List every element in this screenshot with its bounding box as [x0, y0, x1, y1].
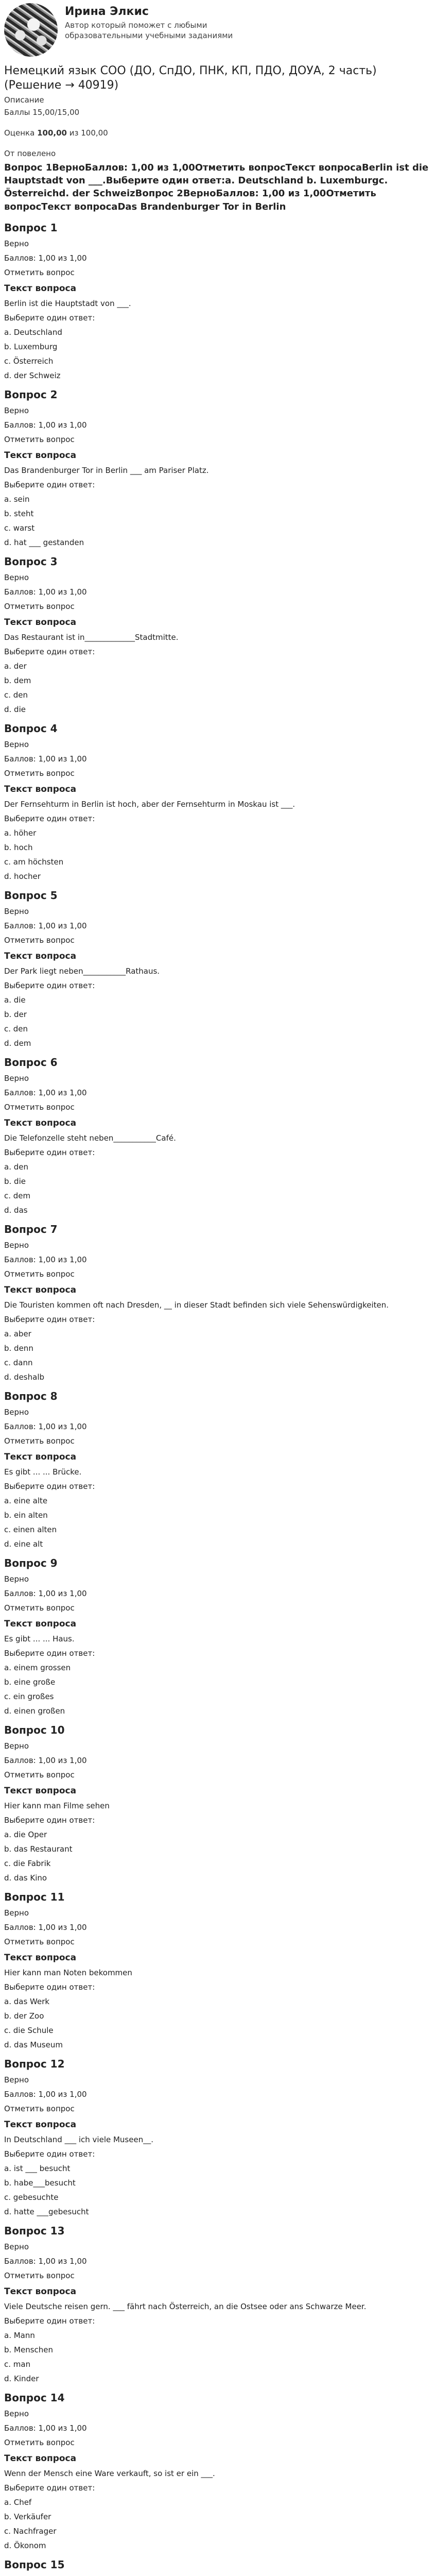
options-list — [4, 2331, 432, 2383]
flag-question-link[interactable]: Отметить вопрос — [4, 434, 75, 444]
question-text-label: Текст вопроса — [4, 1451, 77, 1462]
status-correct: Верно — [4, 739, 29, 749]
answer-option[interactable]: a. die — [4, 995, 26, 1005]
answer-option[interactable]: d. das Museum — [4, 2040, 63, 2049]
grade-line — [4, 128, 432, 138]
question-text: Es gibt ... ... Brücke. — [4, 1467, 82, 1477]
question-heading: Вопрос 8 — [4, 1389, 58, 1402]
points-line: Баллов: 1,00 из 1,00 — [4, 754, 87, 764]
points-line: Баллов: 1,00 из 1,00 — [4, 253, 87, 263]
choose-one-label: Выберите один ответ: — [4, 2483, 95, 2493]
answer-option[interactable]: c. einen alten — [4, 1524, 57, 1534]
flag-question-link[interactable]: Отметить вопрос — [4, 1603, 75, 1613]
answer-option[interactable]: b. die — [4, 1176, 26, 1186]
flag-question-link[interactable]: Отметить вопрос — [4, 1937, 75, 1946]
question-text: Hier kann man Noten bekommen — [4, 1968, 132, 1977]
answer-option[interactable]: d. eine alt — [4, 1539, 43, 1549]
answer-option[interactable]: d. das — [4, 1205, 28, 1215]
question-block — [4, 722, 432, 881]
question-text: Berlin ist die Hauptstadt von ___. — [4, 298, 131, 308]
options-list — [4, 2164, 432, 2216]
options-list — [4, 328, 432, 380]
author-block — [4, 3, 432, 57]
answer-option[interactable]: b. das Restaurant — [4, 1844, 73, 1854]
question-block — [4, 1223, 432, 1382]
choose-one-label: Выберите один ответ: — [4, 1481, 95, 1491]
flag-question-link[interactable]: Отметить вопрос — [4, 1102, 75, 1112]
question-block — [4, 2392, 432, 2550]
answer-option[interactable]: d. hocher — [4, 871, 41, 881]
answer-option[interactable]: d. deshalb — [4, 1372, 45, 1382]
questions-list — [4, 222, 432, 2576]
grade-suffix: из 100,00 — [66, 128, 108, 138]
answer-option[interactable]: c. ein großes — [4, 1691, 54, 1701]
answer-option[interactable]: b. Menschen — [4, 2345, 54, 2354]
status-correct: Верно — [4, 1240, 29, 1250]
answer-option[interactable]: c. den — [4, 1024, 28, 1033]
question-text: Hier kann man Filme sehen — [4, 1801, 110, 1810]
question-block — [4, 1390, 432, 1549]
flag-question-link[interactable]: Отметить вопрос — [4, 2270, 75, 2280]
question-heading: Вопрос 3 — [4, 555, 58, 568]
options-list — [4, 995, 432, 1048]
options-list — [4, 662, 432, 714]
question-block — [4, 222, 432, 380]
flag-question-link[interactable]: Отметить вопрос — [4, 601, 75, 611]
answer-option[interactable]: d. die — [4, 704, 26, 714]
question-text: Das Restaurant ist in_____________Stadtmitte. — [4, 632, 179, 642]
description-label: Описание — [4, 95, 44, 105]
author-name[interactable]: Ирина Элкис — [65, 5, 149, 18]
flag-question-link[interactable]: Отметить вопрос — [4, 1269, 75, 1279]
question-text-label: Текст вопроса — [4, 2453, 77, 2464]
answer-option[interactable]: c. Österreich — [4, 356, 54, 366]
options-list — [4, 1997, 432, 2049]
question-text-label: Текст вопроса — [4, 450, 77, 461]
question-block — [4, 2058, 432, 2216]
question-heading: Вопрос 6 — [4, 1056, 58, 1069]
answer-option[interactable]: c. die Schule — [4, 2025, 54, 2035]
answer-option[interactable]: d. Kinder — [4, 2374, 39, 2383]
score-line: Баллы 15,00/15,00 — [4, 108, 80, 117]
question-text-label: Текст вопроса — [4, 2286, 77, 2297]
flag-question-link[interactable]: Отметить вопрос — [4, 1436, 75, 1446]
flag-question-link[interactable]: Отметить вопрос — [4, 267, 75, 277]
points-line: Баллов: 1,00 из 1,00 — [4, 2423, 87, 2433]
question-text-label: Текст вопроса — [4, 784, 77, 794]
points-line: Баллов: 1,00 из 1,00 — [4, 1588, 87, 1598]
question-text-label: Текст вопроса — [4, 617, 77, 628]
question-heading: Вопрос 7 — [4, 1223, 58, 1235]
question-text: In Deutschland ___ ich viele Museen__. — [4, 2134, 153, 2144]
answer-option[interactable]: d. hatte ___gebesucht — [4, 2207, 89, 2216]
answer-option[interactable]: a. der — [4, 661, 27, 671]
flag-question-link[interactable]: Отметить вопрос — [4, 2104, 75, 2113]
answer-option[interactable]: c. den — [4, 690, 28, 700]
answer-option[interactable]: a. ist ___ besucht — [4, 2163, 71, 2173]
points-line: Баллов: 1,00 из 1,00 — [4, 1755, 87, 1765]
question-block — [4, 1724, 432, 1883]
question-text-label: Текст вопроса — [4, 283, 77, 294]
question-text: Der Fernsehturm in Berlin ist hoch, aber der Fernsehturm in Moskau ist ___. — [4, 799, 295, 809]
points-line: Баллов: 1,00 из 1,00 — [4, 2256, 87, 2266]
options-list — [4, 1663, 432, 1716]
question-text-label: Текст вопроса — [4, 1785, 77, 1796]
options-list — [4, 1496, 432, 1549]
status-correct: Верно — [4, 1407, 29, 1417]
status-correct: Верно — [4, 1908, 29, 1918]
question-text-label: Текст вопроса — [4, 2119, 77, 2130]
question-block — [4, 889, 432, 1048]
status-correct: Верно — [4, 2242, 29, 2251]
question-text-label: Текст вопроса — [4, 951, 77, 961]
question-heading: Вопрос 10 — [4, 1723, 65, 1736]
answer-option[interactable]: b. Verkäufer — [4, 2512, 51, 2521]
choose-one-label: Выберите один ответ: — [4, 1815, 95, 1825]
answer-option[interactable]: a. höher — [4, 828, 37, 838]
question-text: Wenn der Mensch eine Ware verkauft, so ist er ein ___. — [4, 2468, 215, 2478]
answer-option[interactable]: a. den — [4, 1162, 28, 1172]
author-description: Автор который поможет с любыми образовательными учебными заданиями — [65, 21, 233, 41]
question-heading: Вопрос 9 — [4, 1556, 58, 1569]
flag-question-link[interactable]: Отметить вопрос — [4, 935, 75, 945]
question-heading: Вопрос 12 — [4, 2057, 65, 2070]
choose-one-label: Выберите один ответ: — [4, 2316, 95, 2326]
points-line: Баллов: 1,00 из 1,00 — [4, 1088, 87, 1097]
choose-one-label: Выберите один ответ: — [4, 480, 95, 489]
status-correct: Верно — [4, 1073, 29, 1083]
answer-option[interactable]: c. die Fabrik — [4, 1858, 51, 1868]
answer-option[interactable]: c. Nachfrager — [4, 2526, 57, 2536]
answer-option[interactable]: d. der Schweiz — [4, 370, 61, 380]
answer-option[interactable]: d. dem — [4, 1038, 31, 1048]
status-correct: Верно — [4, 2409, 29, 2418]
answer-option[interactable]: a. Mann — [4, 2330, 35, 2340]
choose-one-label: Выберите один ответ: — [4, 313, 95, 323]
answer-option[interactable]: c. man — [4, 2359, 31, 2369]
question-heading: Вопрос 2 — [4, 388, 58, 401]
points-line: Баллов: 1,00 из 1,00 — [4, 587, 87, 597]
options-list — [4, 2498, 432, 2550]
grade-value: 100,00 — [37, 128, 67, 138]
status-correct: Верно — [4, 2075, 29, 2084]
points-line: Баллов: 1,00 из 1,00 — [4, 2089, 87, 2099]
question-text: Es gibt ... ... Haus. — [4, 1634, 75, 1643]
answer-option[interactable]: b. dem — [4, 675, 31, 685]
choose-one-label: Выберите один ответ: — [4, 1147, 95, 1157]
options-list — [4, 1830, 432, 1883]
answer-option[interactable]: a. Chef — [4, 2497, 32, 2507]
author-avatar[interactable] — [4, 3, 58, 57]
points-line: Баллов: 1,00 из 1,00 — [4, 1421, 87, 1431]
status-correct: Верно — [4, 239, 29, 248]
options-list — [4, 1329, 432, 1382]
status-correct: Верно — [4, 906, 29, 916]
flag-question-link[interactable]: Отметить вопрос — [4, 2437, 75, 2447]
answer-option[interactable]: c. am höchsten — [4, 857, 64, 867]
answer-option[interactable]: b. ein alten — [4, 1510, 48, 1520]
answer-option[interactable]: b. eine große — [4, 1677, 56, 1687]
answer-option[interactable]: b. hoch — [4, 842, 33, 852]
question-heading: Вопрос 5 — [4, 889, 58, 902]
question-block — [4, 555, 432, 714]
choose-one-label: Выберите один ответ: — [4, 647, 95, 656]
choose-one-label: Выберите один ответ: — [4, 1648, 95, 1658]
points-line: Баллов: 1,00 из 1,00 — [4, 921, 87, 930]
question-block — [4, 2558, 432, 2576]
answer-option[interactable]: d. einen großen — [4, 1706, 65, 1716]
answer-option[interactable]: b. denn — [4, 1343, 33, 1353]
intro-summary: Вопрос 1ВерноБаллов: 1,00 из 1,00Отметить вопросТекст вопросаBerlin ist die Hauptstadt von ___.Выберите один ответ:a. Deutschland b. Luxemburgc. Österreichd. der SchweizВопрос 2ВерноБаллов: 1,00 из 1,00Отметить вопросТекст вопросаDas Brandenburger Tor in Berlin — [4, 162, 429, 212]
question-heading: Вопрос 4 — [4, 722, 58, 735]
answer-option[interactable]: a. sein — [4, 494, 30, 504]
options-list — [4, 1162, 432, 1215]
answer-option[interactable]: d. hat ___ gestanden — [4, 537, 84, 547]
options-list — [4, 495, 432, 547]
question-text-label: Текст вопроса — [4, 1117, 77, 1128]
points-line: Баллов: 1,00 из 1,00 — [4, 1255, 87, 1264]
answer-option[interactable]: b. steht — [4, 509, 34, 518]
answer-option[interactable]: a. Deutschland — [4, 327, 62, 337]
answer-option[interactable]: a. die Oper — [4, 1829, 47, 1839]
question-block — [4, 1056, 432, 1215]
choose-one-label: Выберите один ответ: — [4, 2149, 95, 2159]
choose-one-label: Выберите один ответ: — [4, 980, 95, 990]
answer-option[interactable]: b. der Zoo — [4, 2011, 44, 2021]
answer-option[interactable]: c. gebesuchte — [4, 2192, 59, 2202]
options-list — [4, 828, 432, 881]
grade-prefix: Оценка — [4, 128, 38, 138]
question-heading: Вопрос 1 — [4, 221, 58, 234]
flag-question-link[interactable]: Отметить вопрос — [4, 768, 75, 778]
points-line: Баллов: 1,00 из 1,00 — [4, 420, 87, 430]
question-text: Die Touristen kommen oft nach Dresden, __ in dieser Stadt befinden sich viele Sehenswürdigkeiten. — [4, 1300, 389, 1310]
answer-option[interactable]: d. Ökonom — [4, 2540, 46, 2550]
answer-option[interactable]: c. dann — [4, 1358, 33, 1367]
answer-option[interactable]: a. aber — [4, 1329, 31, 1338]
status-correct: Верно — [4, 1741, 29, 1751]
answer-option[interactable]: a. das Werk — [4, 1996, 50, 2006]
answer-option[interactable]: b. der — [4, 1009, 27, 1019]
remarks: От повелено — [4, 149, 56, 158]
question-text: Das Brandenburger Tor in Berlin ___ am Pariser Platz. — [4, 465, 209, 475]
status-correct: Верно — [4, 1574, 29, 1584]
answer-option[interactable]: a. einem grossen — [4, 1663, 71, 1672]
question-heading: Вопрос 14 — [4, 2391, 65, 2404]
question-block — [4, 2225, 432, 2383]
question-text: Der Park liegt neben___________Rathaus. — [4, 966, 160, 976]
answer-option[interactable]: c. dem — [4, 1191, 31, 1200]
answer-option[interactable]: d. das Kino — [4, 1873, 47, 1883]
question-heading: Вопрос 11 — [4, 1890, 65, 1903]
question-block — [4, 1557, 432, 1716]
test-title: Немецкий язык СОО (ДО, СпДО, ПНК, КП, ПДО, ДОУА, 2 часть) (Решение → 40919) — [4, 64, 377, 92]
question-text-label: Текст вопроса — [4, 1618, 77, 1629]
question-text: Viele Deutsche reisen gern. ___ fährt nach Österreich, an die Ostsee oder ans Schwarze Meer. — [4, 2301, 367, 2311]
answer-option[interactable]: b. Luxemburg — [4, 342, 58, 351]
question-text-label: Текст вопроса — [4, 1284, 77, 1295]
choose-one-label: Выберите один ответ: — [4, 1982, 95, 1992]
question-text-label: Текст вопроса — [4, 1952, 77, 1963]
question-heading: Вопрос 15 — [4, 2558, 65, 2571]
question-block — [4, 1891, 432, 2049]
choose-one-label: Выберите один ответ: — [4, 1314, 95, 1324]
question-text: Die Telefonzelle steht neben___________Café. — [4, 1133, 176, 1143]
answer-option[interactable]: a. eine alte — [4, 1496, 48, 1505]
status-correct: Верно — [4, 572, 29, 582]
author-info — [65, 3, 240, 41]
status-correct: Верно — [4, 405, 29, 415]
answer-option[interactable]: b. habe___besucht — [4, 2178, 76, 2188]
points-line: Баллов: 1,00 из 1,00 — [4, 1922, 87, 1932]
question-heading: Вопрос 13 — [4, 2224, 65, 2237]
question-block — [4, 388, 432, 547]
flag-question-link[interactable]: Отметить вопрос — [4, 1770, 75, 1780]
answer-option[interactable]: c. warst — [4, 523, 35, 533]
choose-one-label: Выберите один ответ: — [4, 814, 95, 823]
